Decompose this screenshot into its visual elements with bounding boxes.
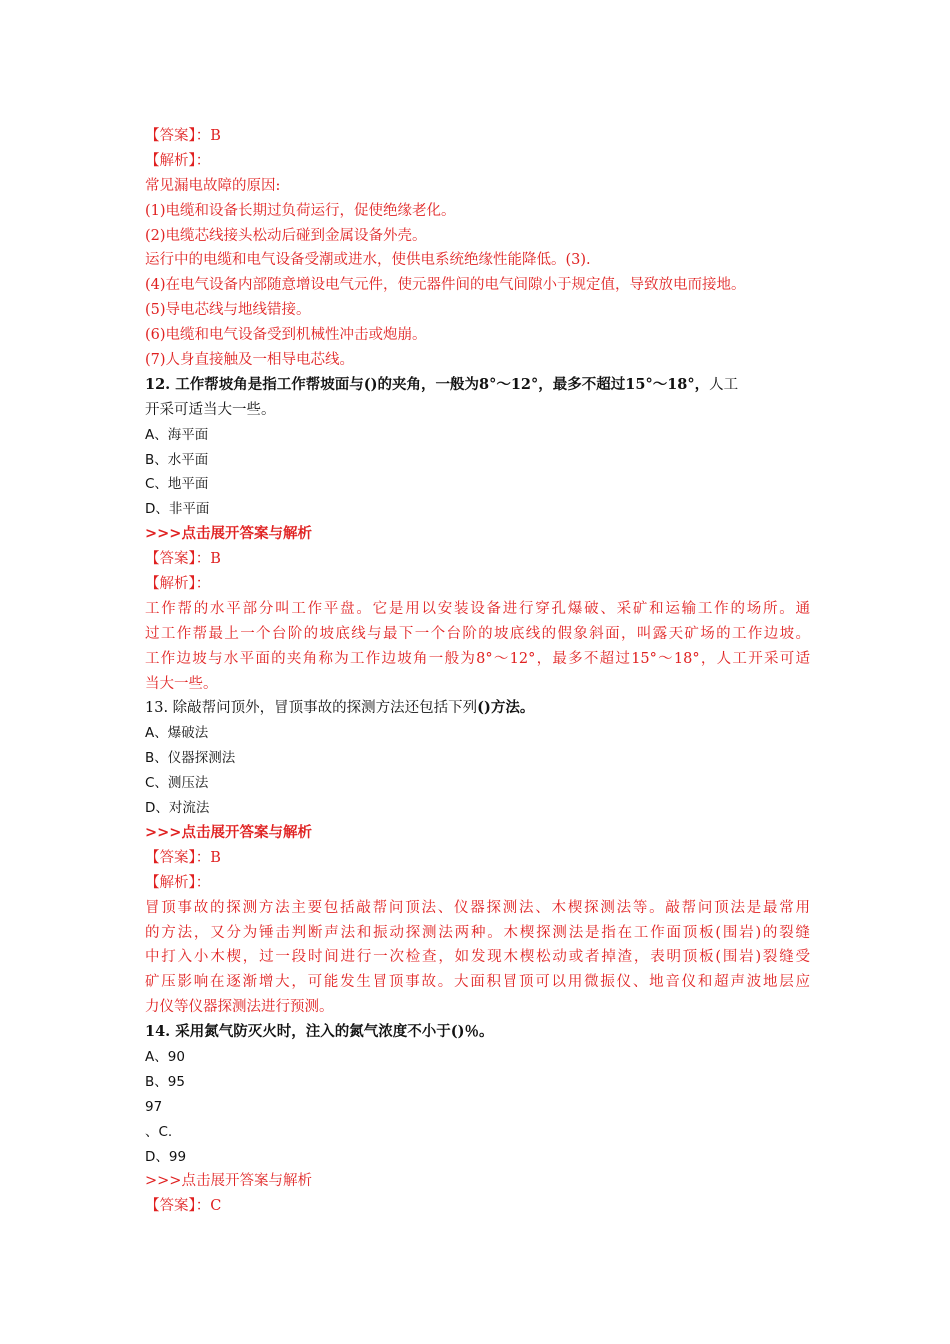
option-a: A、90 [145,1048,185,1065]
analysis-line: 工作帮的水平部分叫工作平盘。它是用以安装设备进行穿孔爆破、采矿和运输工作的场所。通 [145,600,810,617]
option-a: A、爆破法 [145,725,209,742]
analysis-line: 中打入小木楔，过一段时间进行一次检查，如发现木楔松动或者掉渣，表明顶板(围岩)裂缝受 [145,949,810,966]
analysis-line: (2)电缆芯线接头松动后碰到金属设备外壳。 [145,227,427,244]
option-b: B、仪器探测法 [145,750,236,767]
question-stem-bold: ()方法。 [477,699,535,717]
analysis-line: 过工作帮最上一个台阶的坡底线与最下一个台阶的坡底线的假象斜面，叫露天矿场的工作边坡。 [145,625,810,642]
expand-answer-link[interactable]: >>>点击展开答案与解析 [145,525,312,543]
option-c-label: 、C. [145,1123,173,1140]
analysis-line: 力仪等仪器探测法进行预测。 [145,999,334,1016]
analysis-line: 当大一些。 [145,675,218,692]
option-a: A、海平面 [145,426,209,443]
answer-line: 【答案】：B [145,551,221,568]
analysis-line: (5)导电芯线与地线错接。 [145,302,311,319]
analysis-line: (1)电缆和设备长期过负荷运行，促使绝缘老化。 [145,202,456,219]
analysis-line: (7)人身直接触及一相导电芯线。 [145,352,355,369]
analysis-label: 【解析】： [145,874,211,891]
analysis-line: (6)电缆和电气设备受到机械性冲击或炮崩。 [145,327,427,344]
expand-answer-link[interactable]: >>>点击展开答案与解析 [145,1173,312,1190]
option-c-value: 97 [145,1098,163,1115]
question-14-stem: 14. 采用氮气防灭火时，注入的氮气浓度不小于()％。 [145,1023,494,1041]
analysis-label: 【解析】： [145,152,211,169]
question-stem-tail: 人工 [709,376,739,393]
expand-answer-link[interactable]: >>>点击展开答案与解析 [145,823,312,841]
answer-line: 【答案】：C [145,1198,222,1215]
question-stem-head: 13. 除敲帮问顶外，冒顶事故的探测方法还包括下列 [145,700,478,717]
option-d: D、非平面 [145,501,210,518]
option-d: D、99 [145,1148,187,1165]
option-c: C、测压法 [145,775,209,792]
question-12-stem [145,373,810,398]
analysis-line: 冒顶事故的探测方法主要包括敲帮问顶法、仪器探测法、木楔探测法等。敲帮问顶法是最常用 [145,899,810,916]
option-d: D、对流法 [145,800,210,817]
question-stem-line: 开采可适当大一些。 [145,401,276,418]
document-page [145,124,810,1219]
answer-line: 【答案】：B [145,128,221,144]
question-13-stem [145,696,810,721]
option-c: C、地平面 [145,476,209,493]
analysis-line: 的方法，又分为锤击判断声法和振动探测法两种。木楔探测法是指在工作面顶板(围岩)的裂缝 [145,924,810,941]
analysis-line: 矿压影响在逐渐增大，可能发生冒顶事故。大面积冒顶可以用微振仪、地音仪和超声波地层应 [145,974,810,991]
analysis-line: 运行中的电缆和电气设备受潮或进水，使供电系统绝缘性能降低。(3). [145,252,591,269]
option-b: B、95 [145,1073,185,1090]
question-stem-bold: 12. 工作帮坡角是指工作帮坡面与()的夹角，一般为8°～12°，最多不超过15°～18°， [145,375,710,393]
analysis-line: 常见漏电故障的原因: [145,177,281,194]
analysis-line: 工作边坡与水平面的夹角称为工作边坡角一般为8°～12°，最多不超过15°～18°，人工开采可适 [145,650,810,667]
option-b: B、水平面 [145,451,209,468]
analysis-label: 【解析】： [145,576,211,593]
analysis-line: (4)在电气设备内部随意增设电气元件，使元器件间的电气间隙小于规定值，导致放电而接地。 [145,277,746,294]
answer-line: 【答案】：B [145,849,221,866]
